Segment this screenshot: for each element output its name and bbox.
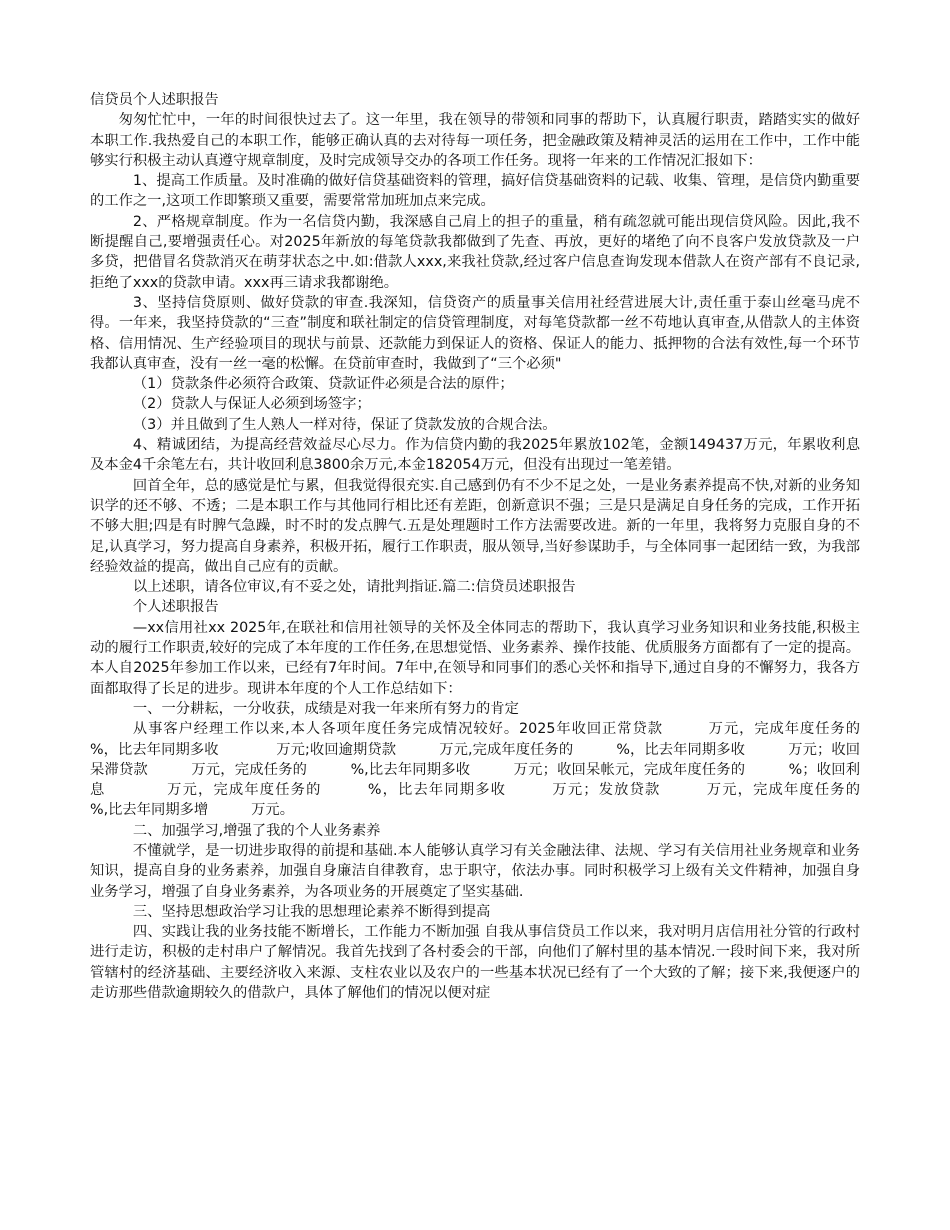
paragraph: 以上述职，请各位审议,有不妥之处，请批判指证.篇二:信贷员述职报告 (132, 579, 576, 596)
document-title: 信贷员个人述职报告 (90, 92, 219, 108)
section-heading: 一、一分耕耘，一分收获，成绩是对我一年来所有努力的肯定 (132, 700, 519, 717)
document-page (90, 90, 903, 1003)
paragraph: 2、严格规章制度。作为一名信贷内勤，我深感自己肩上的担子的重量，稍有疏忽就可能出现信贷风险。因此,我不断提醒自己,要增强责任心。对2025年新放的每笔贷款我都做到了先查、再放，更好的堵绝了向不良客户发放贷款及一户多贷，把借冒名贷款消灭在萌芽状态之中.如:借款人xxx,来我社贷款,经过客户信息查询发现本借款人在资产部有不良记录,拒绝了xxx的贷款申请。xxx再三请求我都谢绝。 (90, 213, 860, 291)
list-item: （3）并且做到了生人熟人一样对待，保证了贷款发放的合规合法。 (132, 416, 557, 433)
paragraph: —xx信用社xx 2025年,在联社和信用社领导的关怀及全体同志的帮助下，我认真学习业务知识和业务技能,积极主动的履行工作职责,较好的完成了本年度的工作任务,在思想觉悟、业务素养、操作技能、优质服务方面都有了一定的提高。本人自2025年参加工作以来，已经有7年时间。7年中,在领导和同事们的悉心关怀和指导下,通过自身的不懈努力，我各方面都取得了长足的进步。现讲本年度的个人工作总结如下： (90, 619, 860, 697)
section-title: 个人述职报告 (132, 599, 219, 616)
list-item: （1）贷款条件必须符合政策、贷款证件必须是合法的原件； (132, 376, 514, 393)
list-item: （2）贷款人与保证人必须到场签字； (132, 396, 371, 413)
paragraph: 匆匆忙忙中，一年的时间很快过去了。这一年里，我在领导的带领和同事的帮助下，认真履行职责，踏踏实实的做好本职工作.我热爱自己的本职工作，能够正确认真的去对待每一项任务，把金融政策及精神灵活的运用在工作中，工作中能够实行积极主动认真遵守规章制度，及时完成领导交办的各项工作任务。现将一年来的工作情况汇报如下： (90, 112, 860, 169)
paragraph: 1、提高工作质量。及时准确的做好信贷基础资料的管理，搞好信贷基础资料的记载、收集、管理，是信贷内勤重要的工作之一,这项工作即繁琐又重要，需要常常加班加点来完成。 (90, 173, 860, 210)
paragraph: 四、实践让我的业务技能不断增长，工作能力不断加强 自我从事信贷员工作以来，我对明月店信用社分管的行政村进行走访，积极的走村串户了解情况。我首先找到了各村委会的干部，向他们了解村里的基本情况.一段时间下来，我对所管辖村的经济基础、主要经济收入来源、支柱农业以及农户的一些基本状况已经有了一个大致的了解；接下来,我便逐户的走访那些借款逾期较久的借款户，具体了解他们的情况以便对症 (90, 924, 860, 1002)
section-heading: 二、加强学习,增强了我的个人业务素养 (132, 822, 381, 839)
paragraph: 3、坚持信贷原则、做好贷款的审查.我深知，信贷资产的质量事关信用社经营进展大计,责任重于泰山丝毫马虎不得。一年来，我坚持贷款的“三查”制度和联社制定的信贷管理制度，对每笔贷款都一丝不苟地认真审查,从借款人的主体资格、信用情况、生产经验项目的现状与前景、还款能力到保证人的资格、保证人的能力、抵押物的合法有效性,每一个环节我都认真审查，没有一丝一毫的松懈。在贷前审查时，我做到了“三个必须" (90, 294, 860, 372)
paragraph: 不懂就学，是一切进步取得的前提和基础.本人能够认真学习有关金融法律、法规、学习有关信用社业务规章和业务知识，提高自身的业务素养，加强自身廉洁自律教育，忠于职守，依法办事。同时积极学习上级有关文件精神，加强自身业务学习，增强了自身业务素养，为各项业务的开展奠定了坚实基础. (90, 842, 860, 900)
section-heading: 三、坚持思想政治学习让我的思想理论素养不断得到提高 (132, 903, 491, 920)
paragraph: 从事客户经理工作以来,本人各项年度任务完成情况较好。2025年收回正常贷款 万元，完成年度任务的 %，比去年同期多收 万元;收回逾期贷款 万元,完成年度任务的 %，比去年同期多收 万元；收回呆滞贷款 万元，完成任务的 %,比去年同期多收 万元；收回呆帐元，完成年度任务的 %；收回利息 万元，完成年度任务的 %，比去年同期多收 万元；发放贷款 万元，完成年度任务的 %,比去年同期多增 万元。 (90, 721, 903, 819)
paragraph: 4、精诚团结，为提高经营效益尽心尽力。作为信贷内勤的我2025年累放102笔，金额149437万元，年累收利息及本金4千余笔左右，共计收回利息3800余万元,本金182054万元，但没有出现过一笔差错。 (90, 437, 860, 474)
paragraph: 回首全年，总的感觉是忙与累，但我觉得很充实.自己感到仍有不少不足之处，一是业务素养提高不快,对新的业务知识学的还不够、不透；二是本职工作与其他同行相比还有差距，创新意识不强；三是只是满足自身任务的完成，工作开拓不够大胆;四是有时脾气急躁，时不时的发点脾气.五是处理题时工作方法需要改进。新的一年里，我将努力克服自身的不足,认真学习，努力提高自身素养，积极开拓，履行工作职责，服从领导,当好参谋助手，与全体同事一起团结一致，为我部经验效益的提高，做出自己应有的贡献。 (90, 477, 860, 575)
